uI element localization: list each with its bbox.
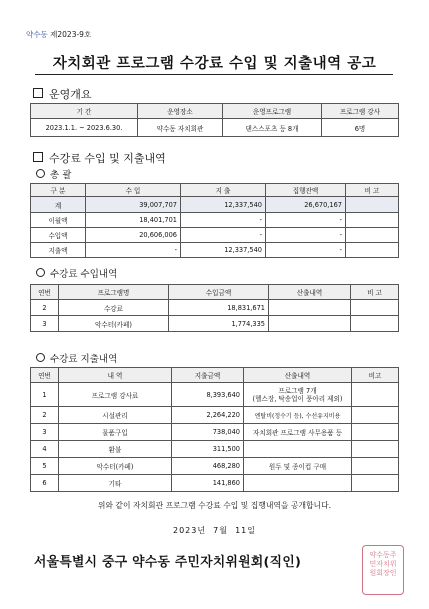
table-header-cell: 연번 bbox=[31, 368, 59, 383]
table-cell: 3 bbox=[31, 316, 59, 332]
official-seal-stamp bbox=[362, 545, 404, 595]
subheading-income: 수강료 수입내역 bbox=[36, 266, 117, 280]
subheading-summary: 총 괄 bbox=[36, 167, 71, 181]
table-cell: 6 bbox=[31, 475, 59, 492]
table-cell: 141,860 bbox=[172, 475, 244, 492]
table-cell: - bbox=[266, 243, 346, 258]
summary-table bbox=[30, 183, 399, 258]
table-cell: - bbox=[266, 228, 346, 243]
table-cell: - bbox=[86, 243, 181, 258]
table-cell bbox=[244, 441, 352, 458]
section-heading-overview: 운영개요 bbox=[33, 86, 92, 102]
table-cell: 1,774,335 bbox=[169, 316, 269, 332]
table-cell: 원두 및 종이컵 구매 bbox=[244, 458, 352, 475]
table-header-cell: 내 역 bbox=[59, 368, 172, 383]
square-bullet-icon bbox=[33, 88, 43, 98]
table-header-cell: 비 고 bbox=[346, 184, 399, 197]
table-cell: 수입액 bbox=[31, 228, 86, 243]
seal-text-line: 원회장인 bbox=[369, 569, 397, 577]
table-header-cell: 집행잔액 bbox=[266, 184, 346, 197]
table-header-cell: 수 입 bbox=[86, 184, 181, 197]
table-cell: 1 bbox=[31, 383, 59, 407]
table-cell: 20,606,006 bbox=[86, 228, 181, 243]
circle-bullet-icon bbox=[36, 268, 45, 277]
table-cell: 2 bbox=[31, 300, 59, 316]
table-cell: 6명 bbox=[322, 119, 399, 137]
table-row bbox=[31, 383, 399, 407]
organization-name: 서울특별시 중구 약수동 주민자치위원회(직인) bbox=[34, 555, 302, 570]
table-cell: 26,670,167 bbox=[266, 197, 346, 213]
table-row bbox=[31, 475, 399, 492]
table-cell bbox=[352, 458, 399, 475]
table-cell bbox=[352, 383, 399, 407]
table-header-row bbox=[31, 368, 399, 383]
table-cell: 시설관리 bbox=[59, 407, 172, 424]
table-row bbox=[31, 458, 399, 475]
table-header-cell: 수입금액 bbox=[169, 285, 269, 300]
table-header-row bbox=[31, 104, 399, 119]
table-cell: 기타 bbox=[59, 475, 172, 492]
table-cell: 18,831,671 bbox=[169, 300, 269, 316]
table-row bbox=[31, 441, 399, 458]
table-header-cell: 산출내역 bbox=[269, 285, 351, 300]
table-cell bbox=[351, 300, 399, 316]
table-cell: 311,500 bbox=[172, 441, 244, 458]
table-row bbox=[31, 243, 399, 258]
table-cell bbox=[346, 228, 399, 243]
table-row bbox=[31, 407, 399, 424]
table-header-cell: 비 고 bbox=[351, 285, 399, 300]
table-row-total bbox=[31, 197, 399, 213]
section-heading-income-expense: 수강료 수입 및 지출내역 bbox=[33, 150, 166, 166]
table-row bbox=[31, 119, 399, 137]
table-cell: 댄스스포츠 등 8개 bbox=[223, 119, 322, 137]
seal-text-line: 민자치위 bbox=[369, 560, 397, 568]
table-cell: 지출액 bbox=[31, 243, 86, 258]
table-cell: 프로그램 강사료 bbox=[59, 383, 172, 407]
page-title: 자치회관 프로그램 수강료 수입 및 지출내역 공고 bbox=[52, 56, 377, 72]
title-underline bbox=[35, 74, 393, 75]
circle-bullet-icon bbox=[36, 353, 45, 362]
document-number: 약수동 제2023-9호 bbox=[26, 30, 92, 39]
circle-bullet-icon bbox=[36, 169, 45, 178]
table-cell: 약수동 자치회관 bbox=[138, 119, 223, 137]
table-cell: - bbox=[266, 213, 346, 228]
subheading-expense: 수강료 지출내역 bbox=[36, 351, 117, 365]
table-cell: 수강료 bbox=[59, 300, 169, 316]
table-cell bbox=[352, 441, 399, 458]
table-cell: 물품구입 bbox=[59, 424, 172, 441]
table-cell bbox=[352, 424, 399, 441]
expense-table bbox=[30, 367, 399, 492]
table-cell bbox=[351, 316, 399, 332]
table-row bbox=[31, 300, 399, 316]
table-cell: 2023.1.1. ~ 2023.6.30. bbox=[31, 119, 138, 137]
table-cell: 5 bbox=[31, 458, 59, 475]
table-cell bbox=[352, 475, 399, 492]
income-table bbox=[30, 284, 399, 332]
table-cell bbox=[269, 300, 351, 316]
seal-text-line: 약수동주 bbox=[369, 551, 397, 559]
disclosure-notice: 위와 같이 자치회관 프로그램 수강료 수입 및 집행내역을 공개합니다. bbox=[97, 501, 332, 510]
table-header-cell: 운영장소 bbox=[138, 104, 223, 119]
table-row bbox=[31, 213, 399, 228]
table-header-cell: 연번 bbox=[31, 285, 59, 300]
table-cell: 12,337,540 bbox=[181, 197, 266, 213]
table-cell: 자치회관 프로그램 사무용품 등 bbox=[244, 424, 352, 441]
table-cell bbox=[269, 316, 351, 332]
table-cell bbox=[352, 407, 399, 424]
table-cell: 738,040 bbox=[172, 424, 244, 441]
table-cell: 계 bbox=[31, 197, 86, 213]
table-header-cell: 비고 bbox=[352, 368, 399, 383]
table-header-cell: 프로그램 강사 bbox=[322, 104, 399, 119]
table-cell: 2 bbox=[31, 407, 59, 424]
table-cell: 2,264,220 bbox=[172, 407, 244, 424]
table-header-cell: 지 출 bbox=[181, 184, 266, 197]
table-header-cell: 산출내역 bbox=[244, 368, 352, 383]
overview-table bbox=[30, 103, 399, 137]
table-header-cell: 프로그램명 bbox=[59, 285, 169, 300]
table-header-row bbox=[31, 285, 399, 300]
table-header-row bbox=[31, 184, 399, 197]
table-row bbox=[31, 424, 399, 441]
table-cell: 18,401,701 bbox=[86, 213, 181, 228]
table-cell: 12,337,540 bbox=[181, 243, 266, 258]
table-cell: 환불 bbox=[59, 441, 172, 458]
table-cell: 엔탈비(정수기 등), 수선유지비용 bbox=[244, 407, 352, 424]
table-cell: 4 bbox=[31, 441, 59, 458]
table-cell: 8,393,640 bbox=[172, 383, 244, 407]
table-header-cell: 지출금액 bbox=[172, 368, 244, 383]
table-cell: 프로그램 7개 (헬스장, 탁송업이 풍아리 제외) bbox=[244, 383, 352, 407]
table-row bbox=[31, 316, 399, 332]
table-cell bbox=[346, 243, 399, 258]
table-cell: 악수터(카페) bbox=[59, 316, 169, 332]
table-cell: 악수터(카페) bbox=[59, 458, 172, 475]
table-cell: - bbox=[181, 228, 266, 243]
table-cell bbox=[346, 213, 399, 228]
table-cell bbox=[244, 475, 352, 492]
square-bullet-icon bbox=[33, 152, 43, 162]
table-row bbox=[31, 228, 399, 243]
announcement-date: 2023년 7월 11일 bbox=[173, 526, 256, 535]
table-cell: - bbox=[181, 213, 266, 228]
table-header-cell: 운영프로그램 bbox=[223, 104, 322, 119]
table-header-cell: 구 분 bbox=[31, 184, 86, 197]
table-cell: 3 bbox=[31, 424, 59, 441]
table-cell: 이월액 bbox=[31, 213, 86, 228]
table-cell bbox=[346, 197, 399, 213]
table-cell: 39,007,707 bbox=[86, 197, 181, 213]
table-cell: 468,280 bbox=[172, 458, 244, 475]
table-header-cell: 기 간 bbox=[31, 104, 138, 119]
